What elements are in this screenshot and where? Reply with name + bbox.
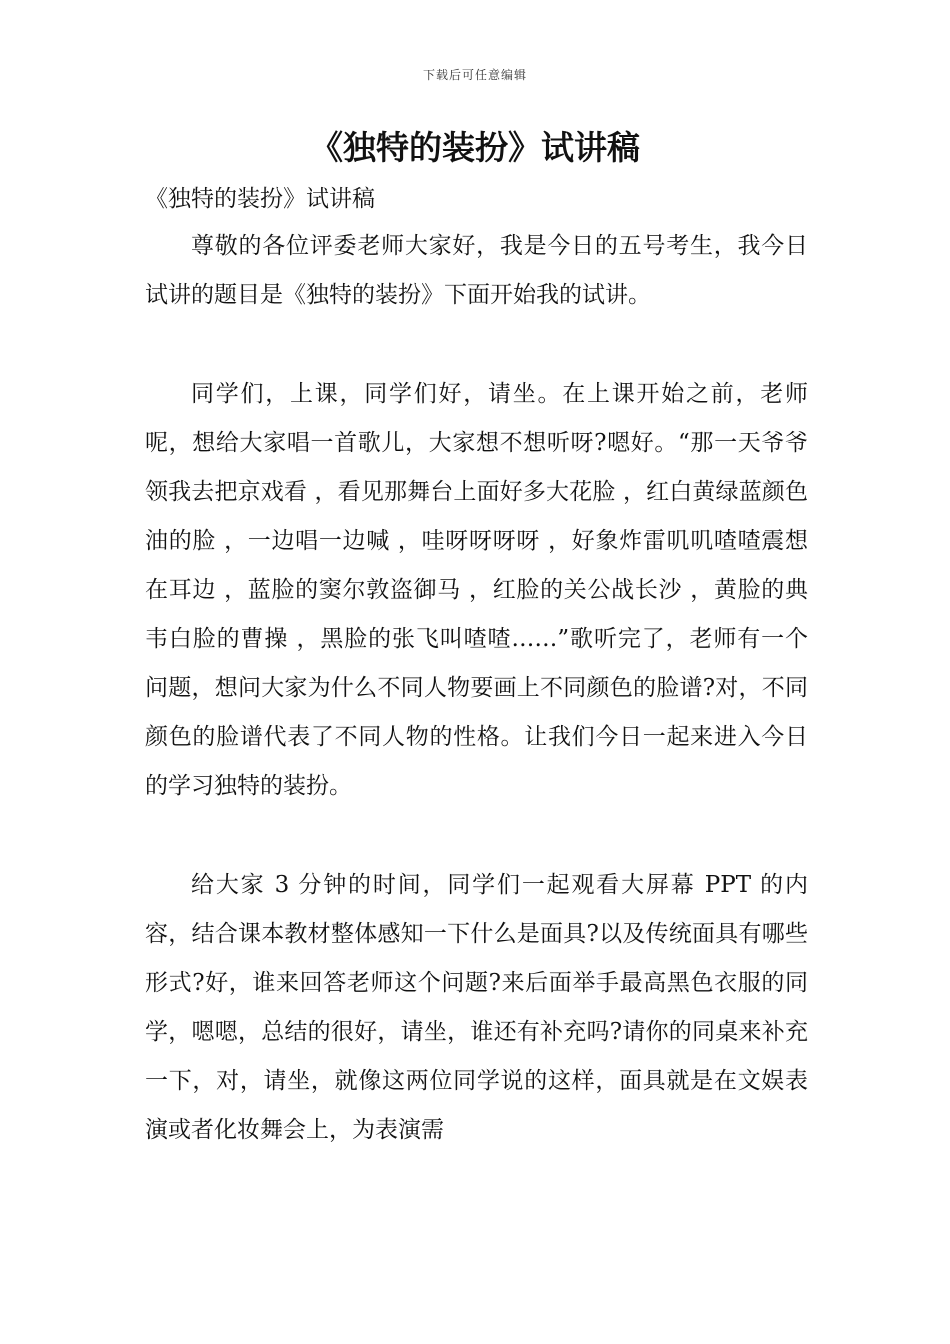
document-body (145, 176, 808, 1155)
document-subtitle: 《独特的装扮》试讲稿 (145, 186, 375, 212)
paragraph-ppt: 给大家 3 分钟的时间，同学们一起观看大屏幕 PPT 的内容，结合课本教材整体感知一下什么是面具?以及传统面具有哪些形式?好，谁来回答老师这个问题?来后面举手最高黑色衣服的同学，嗯嗯，总结的很好，请坐，谁还有补充吗?请你的同桌来补充一下，对，请坐，就像这两位同学说的这样，面具就是在文娱表演或者化妆舞会上，为表演需 (145, 872, 808, 1143)
header-note: 下载后可任意编辑 (422, 68, 527, 82)
document-title: 《独特的装扮》试讲稿 (310, 128, 640, 167)
paragraph-song: 同学们，上课，同学们好，请坐。在上课开始之前，老师呢，想给大家唱一首歌儿，大家想不想听呀?嗯好。“那一天爷爷领我去把京戏看 ，看见那舞台上面好多大花脸 ，红白黄绿蓝颜色油的脸 ，一边唱一边喊 ，哇呀呀呀呀 ，好象炸雷叽叽喳喳震想在耳边 ，蓝脸的窦尔敦盗御马 ，红脸的关公战长沙 ，黄脸的典韦白脸的曹操 ，黑脸的张飞叫喳喳……”歌听完了，老师有一个问题，想问大家为什么不同人物要画上不同颜色的脸谱?对，不同颜色的脸谱代表了不同人物的性格。让我们今日一起来进入今日的学习独特的装扮。 (145, 381, 808, 799)
paragraph-spacer (145, 320, 808, 370)
paragraph-intro: 尊敬的各位评委老师大家好，我是今日的五号考生，我今日试讲的题目是《独特的装扮》下面开始我的试讲。 (145, 233, 808, 308)
paragraph-spacer (145, 811, 808, 861)
